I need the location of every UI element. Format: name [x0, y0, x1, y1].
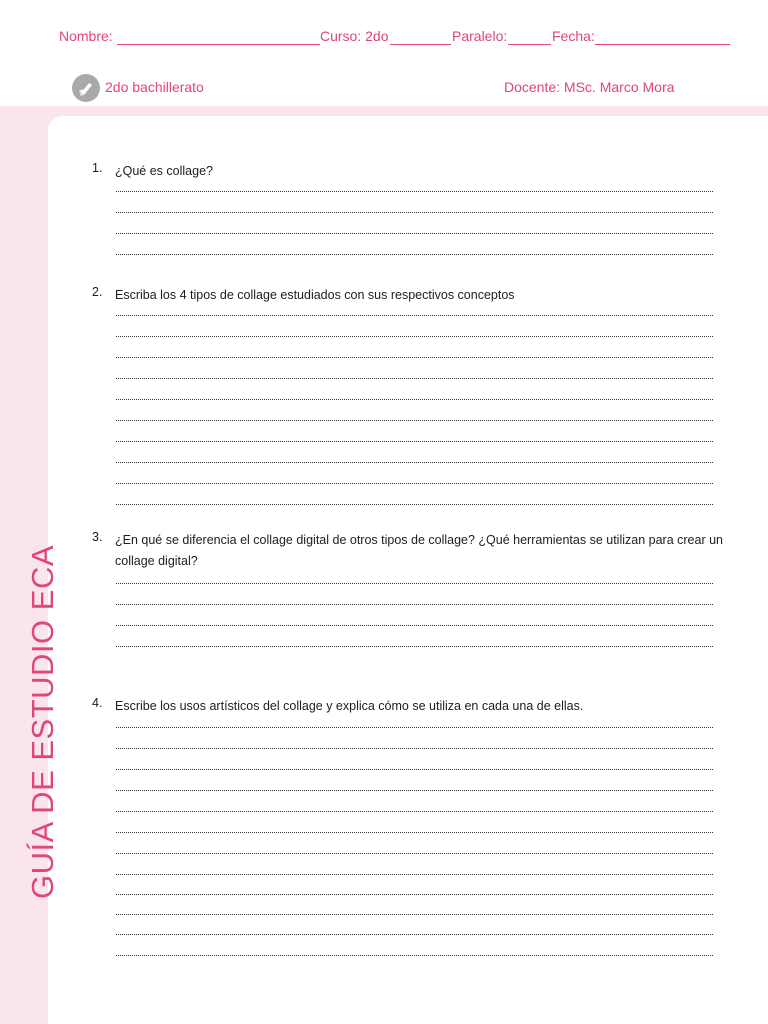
teacher-label: Docente: MSc. Marco Mora	[504, 79, 675, 95]
question-text: Escriba los 4 tipos de collage estudiados con sus respectivos conceptos	[115, 288, 515, 302]
fecha-label: Fecha:	[552, 28, 595, 44]
answer-line[interactable]	[116, 625, 713, 626]
answer-line[interactable]	[116, 441, 713, 442]
answer-line[interactable]	[116, 315, 713, 316]
answer-line[interactable]	[116, 357, 713, 358]
answer-line[interactable]	[116, 191, 713, 192]
answer-line[interactable]	[116, 212, 713, 213]
answer-line[interactable]	[116, 420, 713, 421]
answer-line[interactable]	[116, 399, 713, 400]
nombre-field[interactable]	[117, 44, 320, 45]
answer-line[interactable]	[116, 894, 713, 895]
question-text: Escribe los usos artísticos del collage y explica cómo se utiliza en cada una de ellas.	[115, 699, 584, 713]
answer-line[interactable]	[116, 646, 713, 647]
answer-line[interactable]	[116, 378, 713, 379]
question-text: ¿Qué es collage?	[115, 164, 213, 178]
question-number: 4.	[92, 696, 103, 710]
answer-line[interactable]	[116, 914, 713, 915]
grade-label: 2do bachillerato	[105, 79, 204, 95]
answer-line[interactable]	[116, 233, 713, 234]
curso-field[interactable]	[390, 44, 451, 45]
answer-line[interactable]	[116, 604, 713, 605]
answer-line[interactable]	[116, 811, 713, 812]
question-number: 1.	[92, 161, 103, 175]
answer-line[interactable]	[116, 336, 713, 337]
answer-line[interactable]	[116, 483, 713, 484]
answer-line[interactable]	[116, 853, 713, 854]
answer-line[interactable]	[116, 955, 713, 956]
course-header	[0, 74, 768, 104]
nombre-label: Nombre:	[59, 28, 113, 44]
answer-line[interactable]	[116, 254, 713, 255]
answer-line[interactable]	[116, 934, 713, 935]
side-title: GUÍA DE ESTUDIO ECA	[25, 544, 60, 900]
hand-pencil-icon	[72, 74, 100, 102]
answer-line[interactable]	[116, 748, 713, 749]
answer-line[interactable]	[116, 790, 713, 791]
student-info-header	[59, 28, 731, 50]
answer-line[interactable]	[116, 769, 713, 770]
question-number: 2.	[92, 285, 103, 299]
question-text: ¿En qué se diferencia el collage digital de otros tipos de collage? ¿Qué herramientas se utilizan para crear un collage digital?	[115, 533, 723, 568]
answer-line[interactable]	[116, 832, 713, 833]
fecha-field[interactable]	[595, 44, 730, 45]
answer-line[interactable]	[116, 874, 713, 875]
curso-label: Curso: 2do	[320, 28, 389, 44]
answer-line[interactable]	[116, 504, 713, 505]
answer-line[interactable]	[116, 727, 713, 728]
answer-line[interactable]	[116, 583, 713, 584]
paralelo-label: Paralelo:	[452, 28, 508, 44]
question-number: 3.	[92, 530, 103, 544]
paralelo-field[interactable]	[508, 44, 551, 45]
answer-line[interactable]	[116, 462, 713, 463]
